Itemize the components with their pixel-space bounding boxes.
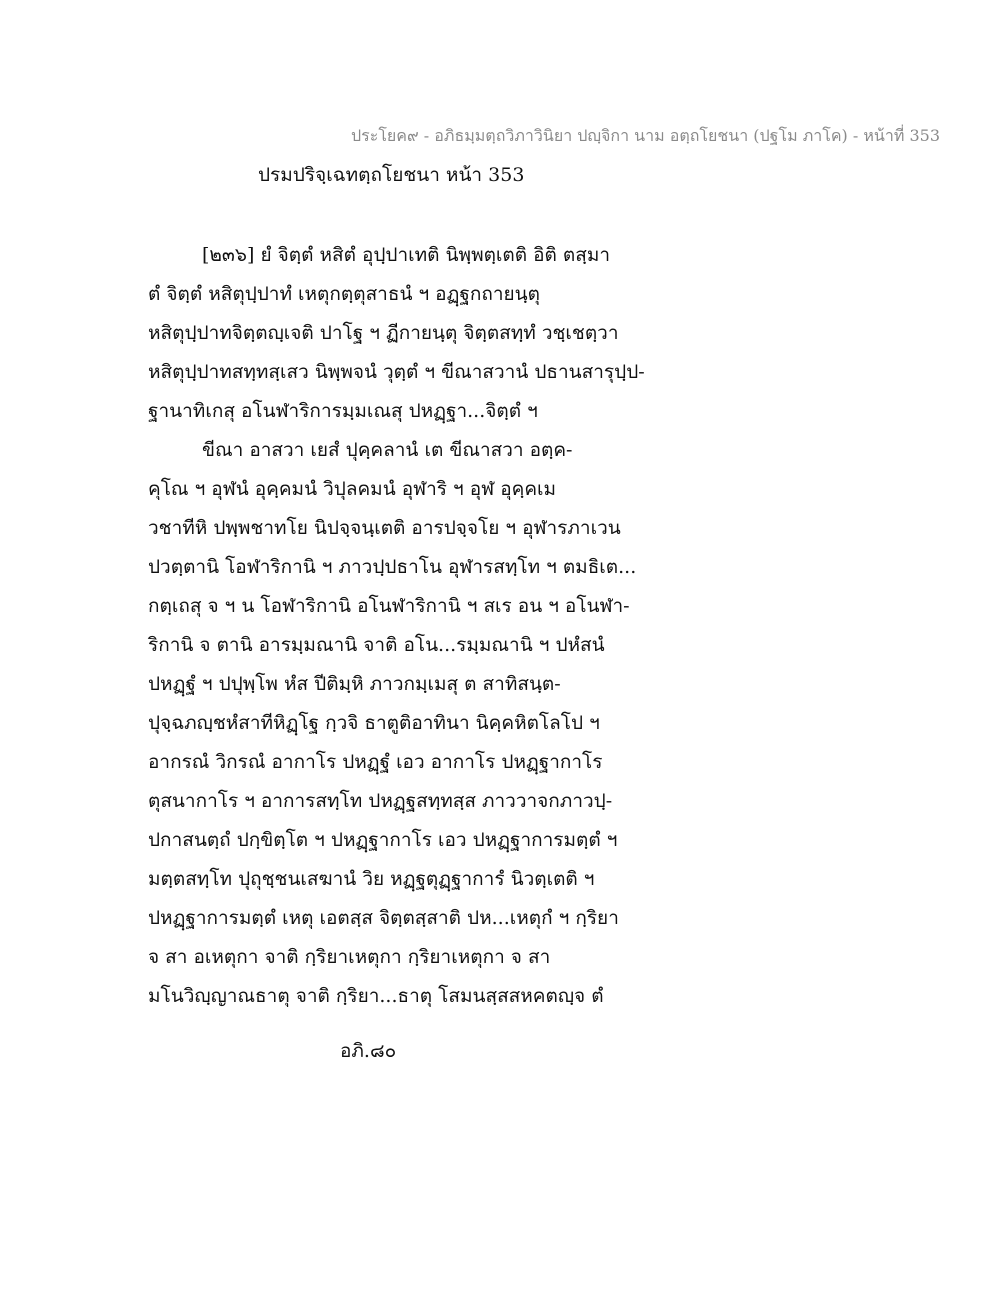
paragraph-line: ปหฏฺฐาการมตฺตํ เหตุ เอตสฺส จิตฺตสฺสาติ ปห...เหตุกํ ฯ กฺริยา — [148, 907, 619, 929]
footer-reference: อภิ.๘๐ — [340, 1040, 397, 1062]
paragraph-line: [๒๓๖] ยํ จิตฺตํ หสิตํ อุปฺปาเทติ นิพฺพตฺเตติ อิติ ตสฺมา — [202, 244, 611, 266]
page-title: ปรมปริจฺเฉทตฺถโยชนา หน้า 353 — [258, 164, 525, 186]
paragraph-line: ปุจฺฉภญฺชหํสาทีหิฏฺโฐ กฺวจิ ธาตูติอาทินา นิคฺคหิตโลโป ฯ — [148, 712, 600, 734]
body-text — [148, 236, 708, 1016]
paragraph-line: ตุสนากาโร ฯ อาการสทฺโท ปหฏฺฐสทฺทสฺส ภาววาจกภาวปฺ- — [148, 790, 613, 812]
paragraph-line: ฐานาทิเกสุ อโนฬาริการมฺมเณสุ ปหฏฺฐา...จิตฺตํ ฯ — [148, 400, 538, 422]
paragraph-line: อากรณํ วิกรณํ อากาโร ปหฏฺฐํ เอว อากาโร ปหฏฺฐากาโร — [148, 751, 603, 773]
paragraph-line: ขีณา อาสวา เยสํ ปุคฺคลานํ เต ขีณาสวา อตฺค- — [202, 439, 573, 461]
paragraph-line: ตํ จิตฺตํ หสิตุปฺปาทํ เหตุกตฺตุสาธนํ ฯ อฏฺฐกถายนฺตุ — [148, 283, 540, 305]
paragraph-line: กตฺเถสุ จ ฯ น โอฬาริกานิ อโนฬาริกานิ ฯ สเร อน ฯ อโนฬา- — [148, 595, 630, 617]
paragraph-line: ปกาสนตฺถํ ปกฺขิตฺโต ฯ ปหฏฺฐากาโร เอว ปหฏฺฐาการมตฺตํ ฯ — [148, 829, 618, 851]
running-header: ประโยค๙ - อภิธมฺมตฺถวิภาวินิยา ปญฺจิกา นาม อตฺถโยชนา (ปฐโม ภาโค) - หน้าที่ 353 — [350, 126, 940, 145]
paragraph-line: มตฺตสทฺโท ปุถุชฺชนเสฆานํ วิย หฏฺฐตุฏฺฐาการํ นิวตฺเตติ ฯ — [148, 868, 595, 890]
paragraph-line: วชาทีหิ ปพฺพชาทโย นิปจฺจนฺเตติ อารปจฺจโย ฯ อุฬารภาเวน — [148, 517, 621, 539]
paragraph-line: จ สา อเหตุกา จาติ กฺริยาเหตุกา กฺริยาเหตุกา จ สา — [148, 946, 551, 968]
paragraph-line: มโนวิญฺญาณธาตุ จาติ กฺริยา...ธาตุ โสมนสฺสสหคตญฺจ ตํ — [148, 985, 604, 1007]
paragraph-line: คุโณ ฯ อุฬนํ อุคฺคมนํ วิปุลคมนํ อุฬาริ ฯ อุฬ อุคฺคเม — [148, 478, 557, 500]
paragraph-line: หสิตุปฺปาทจิตฺตญฺเจติ ปาโฐ ฯ ฏีกายนฺตุ จิตฺตสทฺทํ วชฺเชตฺวา — [148, 322, 619, 344]
paragraph-line: ปหฏฺฐํ ฯ ปปุพฺโพ หํส ปีติมฺหิ ภาวกมฺเมสุ ต สาทิสนฺต- — [148, 673, 561, 695]
paragraph-line: หสิตุปฺปาทสทฺทสฺเสว นิพฺพจนํ วุตฺตํ ฯ ขีณาสวานํ ปธานสารุปฺป- — [148, 361, 645, 383]
paragraph-line: ริกานิ จ ตานิ อารมฺมณานิ จาติ อโน...รมฺมณานิ ฯ ปหํสนํ — [148, 634, 605, 656]
paragraph-line: ปวตฺตานิ โอฬาริกานิ ฯ ภาวปฺปธาโน อุฬารสทฺโท ฯ ตมธิเต... — [148, 556, 637, 578]
